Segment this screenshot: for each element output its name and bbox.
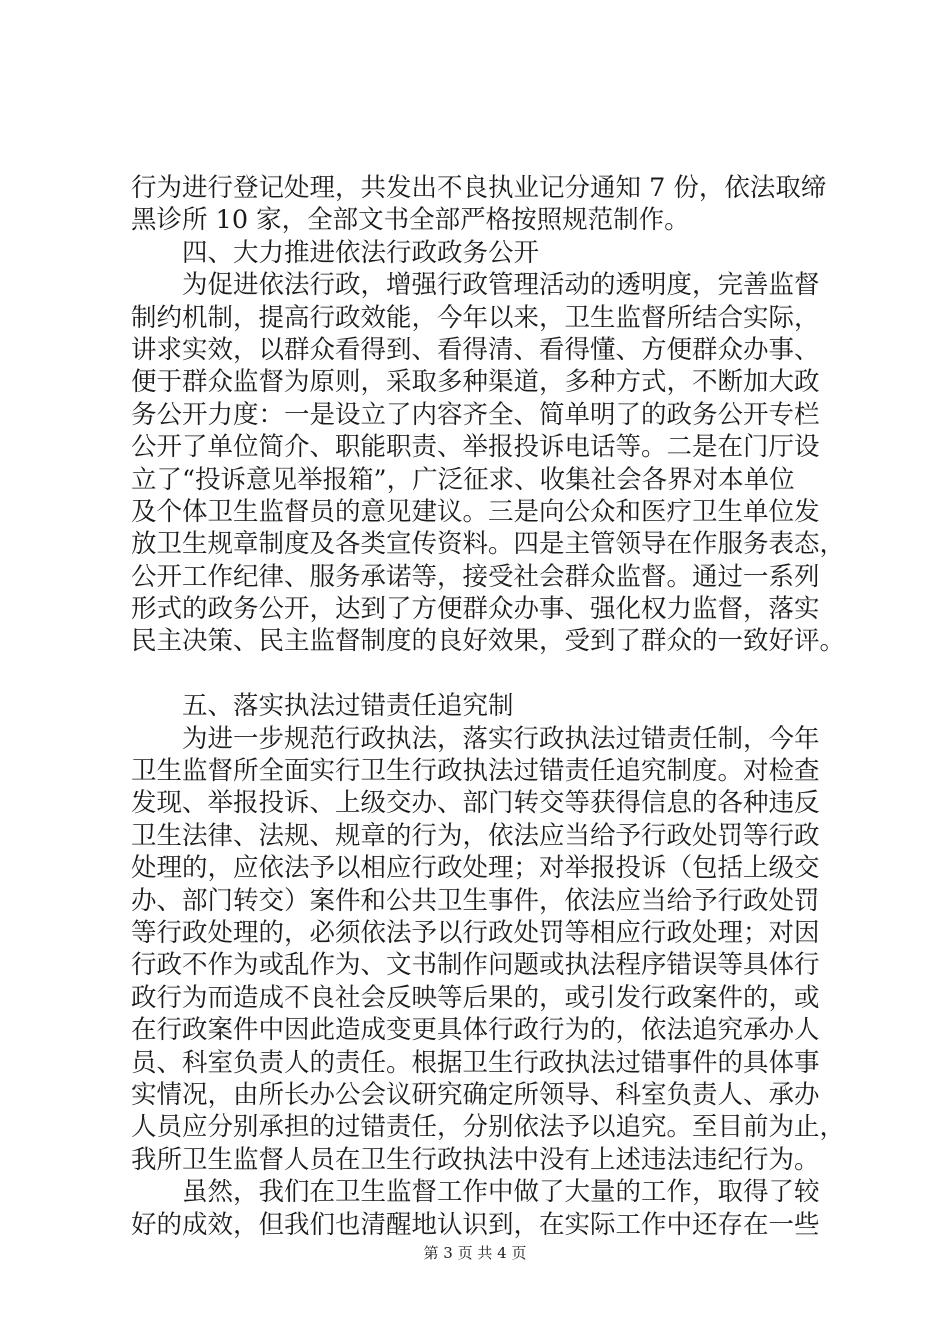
text-line: 放卫生规章制度及各类宣传资料。四是主管领导在作服务表态， (131, 529, 846, 560)
text-line: 行政不作为或乱作为、文书制作问题或执法程序错误等具体行 (131, 950, 820, 981)
text-line: 立了“投诉意见举报箱”，广泛征求、收集社会各界对本单位 (131, 464, 795, 495)
text-line: 办、部门转交）案件和公共卫生事件，依法应当给予行政处罚 (131, 885, 820, 916)
text-line: 黑诊所 10 家，全部文书全部严格按照规范制作。 (131, 205, 690, 236)
section-heading-five (131, 690, 851, 722)
text-line: 及个体卫生监督员的意见建议。三是向公众和医疗卫生单位发 (131, 496, 820, 527)
text-line: 为促进依法行政，增强行政管理活动的透明度，完善监督 (182, 270, 820, 301)
text-line: 公开了单位简介、职能职责、举报投诉电话等。二是在门厅设 (131, 432, 820, 463)
text-line: 卫生监督所全面实行卫生行政执法过错责任追究制度。对检查 (131, 756, 820, 787)
paragraph-accountability (131, 723, 851, 1176)
paragraph-conclusion (131, 1176, 851, 1241)
text-line: 等行政处理的，必须依法予以行政处罚等相应行政处理；对因 (131, 917, 820, 948)
text-line: 虽然，我们在卫生监督工作中做了大量的工作，取得了较 (182, 1177, 820, 1208)
text-line: 民主决策、民主监督制度的良好效果，受到了群众的一致好评。 (131, 626, 846, 657)
heading-text: 五、落实执法过错责任追究制 (182, 691, 514, 722)
text-line: 处理的，应依法予以相应行政处理；对举报投诉（包括上级交 (131, 853, 820, 884)
text-line: 便于群众监督为原则，采取多种渠道，多种方式，不断加大政 (131, 367, 820, 398)
paragraph-continuation (131, 172, 851, 237)
text-line: 发现、举报投诉、上级交办、部门转交等获得信息的各种违反 (131, 788, 820, 819)
paragraph-transparency (131, 269, 851, 658)
text-line: 实情况，由所长办公会议研究确定所领导、科室负责人、承办 (131, 1079, 820, 1110)
text-line: 讲求实效，以群众看得到、看得清、看得懂、方便群众办事、 (131, 334, 820, 365)
text-line: 为进一步规范行政执法，落实行政执法过错责任制，今年 (182, 723, 820, 754)
document-body (131, 172, 851, 1241)
text-line: 制约机制，提高行政效能，今年以来，卫生监督所结合实际， (131, 302, 820, 333)
text-line: 卫生法律、法规、规章的行为，依法应当给予行政处罚等行政 (131, 820, 820, 851)
text-line: 员、科室负责人的责任。根据卫生行政执法过错事件的具体事 (131, 1047, 820, 1078)
text-line: 形式的政务公开，达到了方便群众办事、强化权力监督，落实 (131, 594, 820, 625)
section-heading-four (131, 237, 851, 269)
text-line: 行为进行登记处理，共发出不良执业记分通知 7 份，依法取缔 (131, 173, 827, 203)
paragraph-spacer (131, 658, 851, 690)
text-line: 人员应分别承担的过错责任，分别依法予以追究。至目前为止， (131, 1112, 846, 1143)
text-line: 我所卫生监督人员在卫生行政执法中没有上述违法违纪行为。 (131, 1144, 820, 1175)
text-line: 在行政案件中因此造成变更具体行政行为的，依法追究承办人 (131, 1015, 820, 1046)
text-line: 务公开力度：一是设立了内容齐全、简单明了的政务公开专栏 (131, 399, 820, 430)
text-line: 好的成效，但我们也清醒地认识到，在实际工作中还存在一些 (131, 1209, 820, 1240)
text-line: 政行为而造成不良社会反映等后果的，或引发行政案件的，或 (131, 982, 820, 1013)
heading-text: 四、大力推进依法行政政务公开 (182, 237, 540, 268)
page-footer (0, 1243, 950, 1263)
text-line: 公开工作纪律、服务承诺等，接受社会群众监督。通过一系列 (131, 561, 820, 592)
page-number: 第 3 页 共 4 页 (423, 1244, 527, 1262)
